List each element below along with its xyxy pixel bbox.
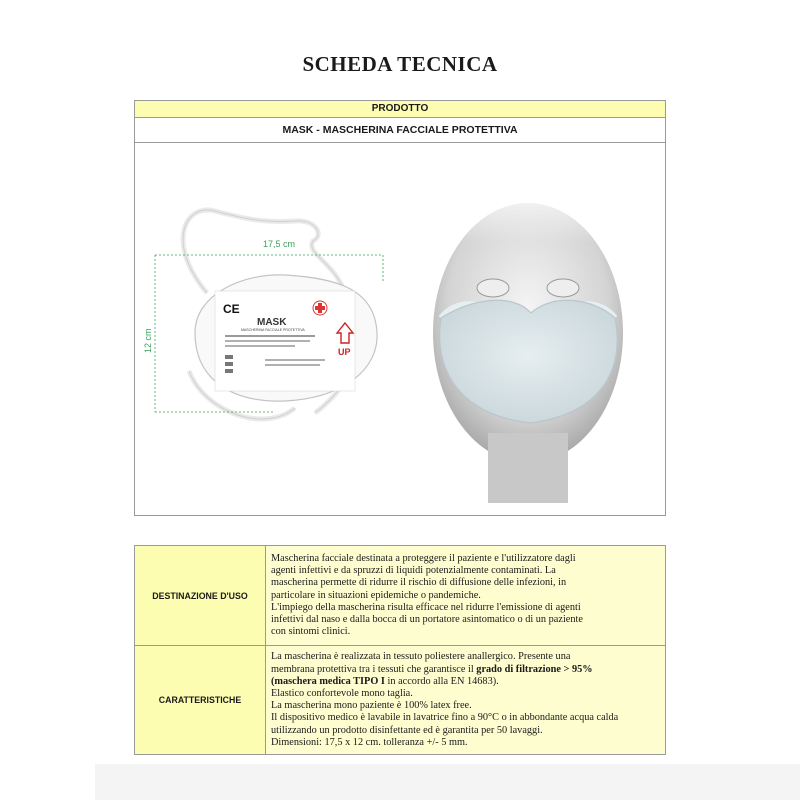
product-table [134, 100, 666, 516]
mask-flat-image [145, 183, 385, 423]
height-dimension-label: 12 cm [143, 328, 153, 353]
mannequin-mask-image [413, 183, 643, 503]
page-title: SCHEDA TECNICA [302, 52, 498, 76]
product-header: PRODOTTO [135, 101, 665, 118]
footer-band [95, 764, 800, 800]
characteristics-content: La mascherina è realizzata in tessuto poliestere anallergico. Presente una membrana protettiva tra i tessuti che garantisce il grado di filtrazione > 95% (maschera medica TIPO I in accordo alla EN 14683). Elastico confortevole mono taglia. La mascherina mono paziente è 100% latex free. Il dispositivo medico è lavabile in lavatrice fino a 90°C o in abbondante acqua calda utilizzando un prodotto disinfettante ed è garantita per 50 lavaggi. Dimensioni: 17,5 x 12 cm. tolleranza +/- 5 mm. [266, 646, 666, 755]
up-label: UP [338, 347, 351, 357]
info-table [134, 545, 666, 755]
characteristics-label: CARATTERISTICHE [135, 646, 266, 755]
mask-label: MASK [257, 317, 287, 328]
product-image-area [135, 143, 665, 515]
width-dimension-label: 17,5 cm [263, 239, 296, 249]
destination-content: Mascherina facciale destinata a proteggere il paziente e l'utilizzatore dagli agenti infettivi e da spruzzi di liquidi potenzialmente contaminati. La mascherina permette di ridurre il rischio di diffusione delle infezioni, in particolare in situazioni epidemiche o pandemiche. L'impiego della mascherina risulta efficace nel ridurre l'emissione di agenti infettivi dal naso e dalla bocca di un portatore asintomatico o di un paziente con sintomi clinici. [266, 546, 666, 646]
ce-mark: CE [223, 302, 240, 316]
destination-label: DESTINAZIONE D'USO [135, 546, 266, 646]
product-name: MASK - MASCHERINA FACCIALE PROTETTIVA [135, 118, 665, 143]
mask-sublabel: MASCHERINA FACCIALE PROTETTIVA [241, 328, 305, 332]
